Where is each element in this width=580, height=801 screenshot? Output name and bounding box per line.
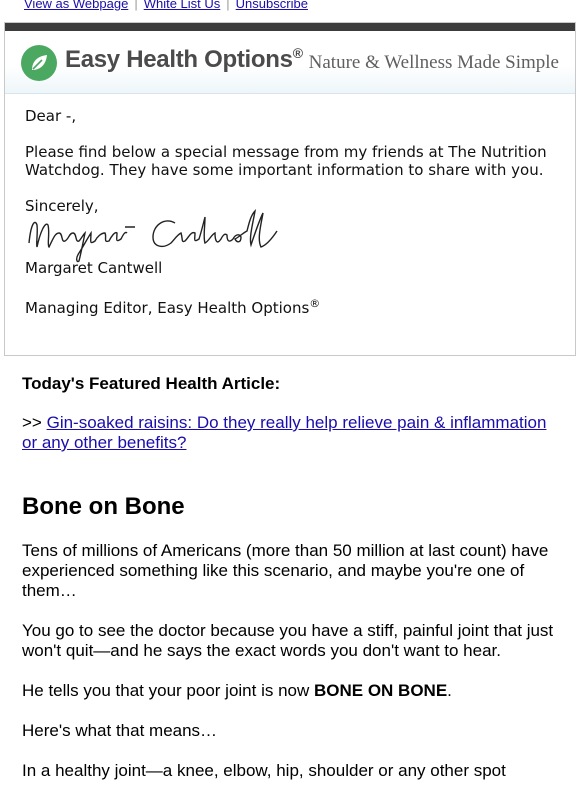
header-top-bar <box>5 23 575 31</box>
letter-body <box>25 107 555 335</box>
top-links-bar <box>0 0 580 12</box>
editor-name: Margaret Cantwell <box>25 259 163 277</box>
brand-banner <box>5 31 575 94</box>
featured-article-link[interactable]: Gin-soaked raisins: Do they really help relieve pain & inflammation or any other benefits? <box>22 413 547 452</box>
featured-article-heading: Today's Featured Health Article: <box>22 374 281 393</box>
article-body <box>22 541 562 801</box>
white-list-link[interactable]: White List Us <box>143 0 221 11</box>
featured-article-line <box>22 413 562 453</box>
article-title: Bone on Bone <box>22 493 185 520</box>
intro-message: Please find below a special message from my friends at The Nutrition Watchdog. They have some important information to share with you. <box>25 143 547 179</box>
handwritten-signature <box>25 203 555 259</box>
link-separator: | <box>226 0 230 11</box>
article-paragraph: Here's what that means… <box>22 721 218 740</box>
featured-arrow-prefix: >> <box>22 413 47 432</box>
link-separator: | <box>134 0 138 11</box>
article-paragraph: You go to see the doctor because you have a stiff, painful joint that just won't quit—and he says the exact words you don't want to hear. <box>22 621 554 660</box>
leaf-logo-icon <box>21 45 57 81</box>
closing: Sincerely, <box>25 197 99 215</box>
brand-tagline: Nature & Wellness Made Simple <box>308 52 559 73</box>
article-paragraph: In a healthy joint—a knee, elbow, hip, shoulder or any other spot <box>22 761 506 780</box>
editor-title: Managing Editor, Easy Health Options® <box>25 297 321 317</box>
bone-on-bone-emphasis: BONE ON BONE <box>313 681 448 700</box>
brand-name: Easy Health Options® <box>65 45 303 73</box>
unsubscribe-link[interactable]: Unsubscribe <box>235 0 308 11</box>
view-as-webpage-link[interactable]: View as Webpage <box>24 0 129 11</box>
article-paragraph: He tells you that your poor joint is now BONE ON BONE. <box>22 681 452 700</box>
greeting: Dear -, <box>25 107 77 125</box>
article-paragraph: Tens of millions of Americans (more than 50 million at last count) have experienced something like this scenario, and maybe you're one of them… <box>22 541 549 600</box>
letter-card <box>4 22 576 356</box>
